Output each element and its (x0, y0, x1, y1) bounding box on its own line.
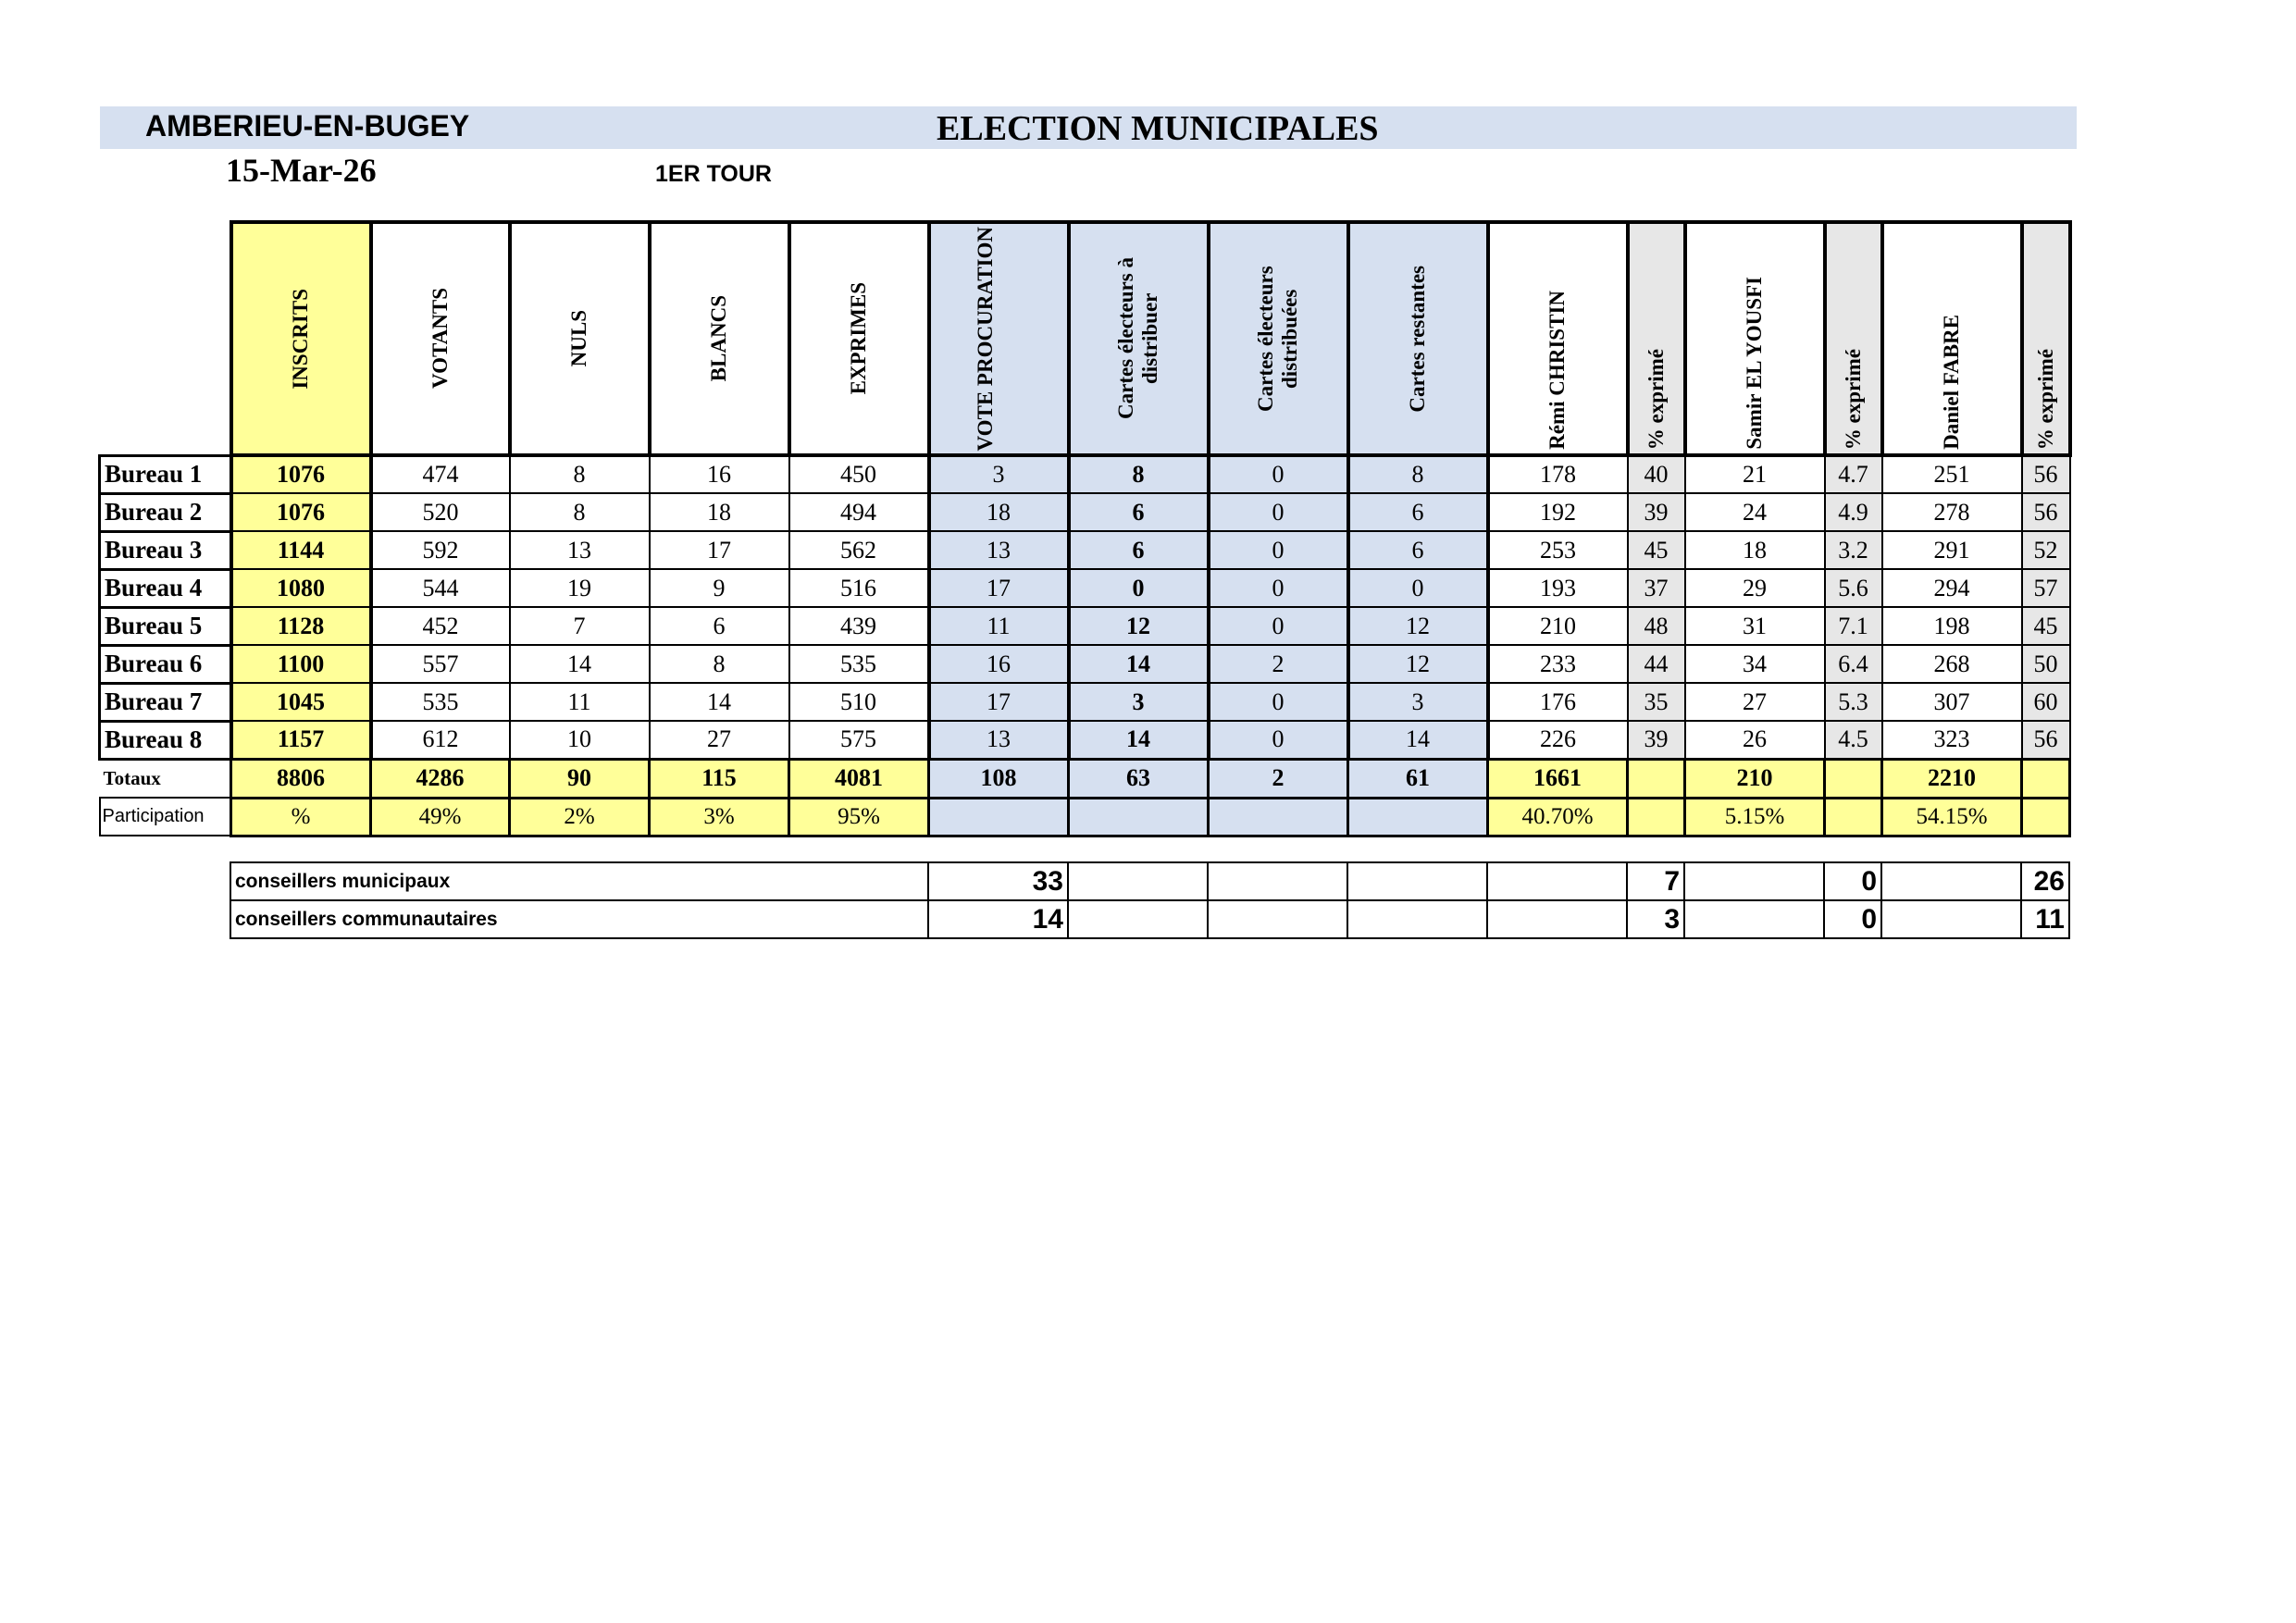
participation-inscrits: % (231, 798, 371, 836)
seats-total: 14 (928, 900, 1068, 938)
cell-votants: 612 (371, 721, 510, 759)
table-row (100, 721, 2070, 759)
cell-cartes-a-distribuer: 8 (1069, 455, 1209, 493)
cell-pct-el-yousfi: 3.2 (1825, 531, 1882, 569)
bureau-label: Bureau 5 (100, 607, 231, 645)
cell-cartes-a-distribuer: 14 (1069, 721, 1209, 759)
participation-nuls: 2% (510, 798, 650, 836)
cell-cartes-distribuees: 2 (1209, 645, 1348, 683)
col-cartes-distribuees: Cartes électeurs distribuées (1209, 222, 1348, 455)
cell-inscrits: 1076 (231, 455, 371, 493)
cell-votants: 544 (371, 569, 510, 607)
seats-el-yousfi: 0 (1824, 862, 1881, 900)
cell-cartes-restantes: 12 (1348, 645, 1488, 683)
cell-fabre: 323 (1882, 721, 2022, 759)
cell-cartes-distribuees: 0 (1209, 721, 1348, 759)
participation-fabre: 54.15% (1882, 798, 2022, 836)
cell-exprimes: 575 (789, 721, 929, 759)
cell-fabre: 198 (1882, 607, 2022, 645)
cell-pct-el-yousfi: 5.3 (1825, 683, 1882, 721)
cell-fabre: 278 (1882, 493, 2022, 531)
cell-inscrits: 1144 (231, 531, 371, 569)
total-votants: 4286 (371, 759, 510, 798)
total-pct-christin (1628, 759, 1685, 798)
cell-el-yousfi: 29 (1685, 569, 1825, 607)
cell-fabre: 268 (1882, 645, 2022, 683)
col-remi-christin: Rémi CHRISTIN (1488, 222, 1628, 455)
cell-cartes-distribuees: 0 (1209, 683, 1348, 721)
cell-votants: 474 (371, 455, 510, 493)
participation-vote-procuration (929, 798, 1069, 836)
cell-exprimes: 562 (789, 531, 929, 569)
cell-pct-el-yousfi: 4.9 (1825, 493, 1882, 531)
cell-pct-fabre: 52 (2022, 531, 2070, 569)
cell-pct-el-yousfi: 4.5 (1825, 721, 1882, 759)
col-samir-el-yousfi: Samir EL YOUSFI (1685, 222, 1825, 455)
total-blancs: 115 (650, 759, 789, 798)
participation-votants: 49% (371, 798, 510, 836)
participation-exprimes: 95% (789, 798, 929, 836)
cell-cartes-restantes: 14 (1348, 721, 1488, 759)
results-table (98, 220, 2072, 837)
cell-fabre: 251 (1882, 455, 2022, 493)
bureau-label: Bureau 3 (100, 531, 231, 569)
total-fabre: 2210 (1882, 759, 2022, 798)
bureau-label: Bureau 2 (100, 493, 231, 531)
cell-el-yousfi: 24 (1685, 493, 1825, 531)
cell-el-yousfi: 34 (1685, 645, 1825, 683)
cell-votants: 535 (371, 683, 510, 721)
cell-votants: 452 (371, 607, 510, 645)
cell-pct-christin: 35 (1628, 683, 1685, 721)
cell-votants: 592 (371, 531, 510, 569)
cell-inscrits: 1157 (231, 721, 371, 759)
totals-label: Totaux (103, 766, 161, 789)
total-inscrits: 8806 (231, 759, 371, 798)
cell-cartes-a-distribuer: 0 (1069, 569, 1209, 607)
cell-cartes-restantes: 6 (1348, 493, 1488, 531)
cell-el-yousfi: 18 (1685, 531, 1825, 569)
cell-nuls: 14 (510, 645, 650, 683)
cell-inscrits: 1045 (231, 683, 371, 721)
cell-blancs: 18 (650, 493, 789, 531)
cell-inscrits: 1128 (231, 607, 371, 645)
total-exprimes: 4081 (789, 759, 929, 798)
cell-pct-christin: 45 (1628, 531, 1685, 569)
cell-inscrits: 1076 (231, 493, 371, 531)
total-vote-procuration: 108 (929, 759, 1069, 798)
cell-christin: 178 (1488, 455, 1628, 493)
cell-votants: 520 (371, 493, 510, 531)
col-cartes-a-distribuer: Cartes électeurs à distribuer (1069, 222, 1209, 455)
cell-cartes-a-distribuer: 12 (1069, 607, 1209, 645)
table-row (100, 531, 2070, 569)
cell-fabre: 294 (1882, 569, 2022, 607)
cell-christin: 226 (1488, 721, 1628, 759)
cell-pct-el-yousfi: 7.1 (1825, 607, 1882, 645)
cell-pct-christin: 48 (1628, 607, 1685, 645)
cell-vote-procuration: 16 (929, 645, 1069, 683)
cell-blancs: 16 (650, 455, 789, 493)
participation-row (100, 798, 2070, 836)
seats-label: conseillers communautaires (230, 900, 928, 938)
cell-pct-christin: 39 (1628, 493, 1685, 531)
cell-votants: 557 (371, 645, 510, 683)
bureau-label: Bureau 6 (100, 645, 231, 683)
bureau-label: Bureau 1 (100, 455, 231, 493)
city-name: AMBERIEU-EN-BUGEY (145, 109, 470, 142)
cell-christin: 176 (1488, 683, 1628, 721)
cell-blancs: 27 (650, 721, 789, 759)
cell-exprimes: 510 (789, 683, 929, 721)
seats-row-municipaux (230, 862, 2069, 900)
cell-christin: 210 (1488, 607, 1628, 645)
cell-pct-fabre: 56 (2022, 455, 2070, 493)
cell-blancs: 14 (650, 683, 789, 721)
cell-el-yousfi: 21 (1685, 455, 1825, 493)
cell-pct-el-yousfi: 5.6 (1825, 569, 1882, 607)
total-pct-el-yousfi (1825, 759, 1882, 798)
seats-total: 33 (928, 862, 1068, 900)
total-el-yousfi: 210 (1685, 759, 1825, 798)
header-row (100, 222, 2070, 455)
election-round: 1ER TOUR (655, 161, 772, 187)
cell-cartes-distribuees: 0 (1209, 531, 1348, 569)
cell-pct-el-yousfi: 6.4 (1825, 645, 1882, 683)
cell-pct-fabre: 56 (2022, 493, 2070, 531)
cell-pct-fabre: 50 (2022, 645, 2070, 683)
cell-el-yousfi: 26 (1685, 721, 1825, 759)
cell-inscrits: 1080 (231, 569, 371, 607)
cell-nuls: 8 (510, 493, 650, 531)
cell-nuls: 10 (510, 721, 650, 759)
col-votants: VOTANTS (371, 222, 510, 455)
participation-pct-el-yousfi (1825, 798, 1882, 836)
cell-pct-christin: 39 (1628, 721, 1685, 759)
cell-exprimes: 439 (789, 607, 929, 645)
seats-label: conseillers municipaux (230, 862, 928, 900)
seats-christin: 3 (1627, 900, 1684, 938)
cell-vote-procuration: 17 (929, 683, 1069, 721)
cell-blancs: 9 (650, 569, 789, 607)
cell-cartes-a-distribuer: 6 (1069, 493, 1209, 531)
cell-cartes-restantes: 3 (1348, 683, 1488, 721)
bureau-label: Bureau 8 (100, 721, 231, 759)
cell-fabre: 307 (1882, 683, 2022, 721)
participation-cartes-distribuees (1209, 798, 1348, 836)
participation-christin: 40.70% (1488, 798, 1628, 836)
participation-cartes-a-distribuer (1069, 798, 1209, 836)
cell-el-yousfi: 27 (1685, 683, 1825, 721)
cell-pct-christin: 37 (1628, 569, 1685, 607)
cell-pct-el-yousfi: 4.7 (1825, 455, 1882, 493)
total-cartes-distribuees: 2 (1209, 759, 1348, 798)
cell-cartes-a-distribuer: 3 (1069, 683, 1209, 721)
seats-fabre: 11 (2021, 900, 2069, 938)
total-pct-fabre (2022, 759, 2070, 798)
cell-blancs: 17 (650, 531, 789, 569)
cell-nuls: 11 (510, 683, 650, 721)
cell-nuls: 19 (510, 569, 650, 607)
participation-pct-fabre (2022, 798, 2070, 836)
participation-el-yousfi: 5.15% (1685, 798, 1825, 836)
col-pct-el-yousfi: % exprimé (1825, 222, 1882, 455)
bureau-label: Bureau 4 (100, 569, 231, 607)
table-row (100, 607, 2070, 645)
cell-fabre: 291 (1882, 531, 2022, 569)
cell-pct-christin: 40 (1628, 455, 1685, 493)
bureau-label: Bureau 7 (100, 683, 231, 721)
cell-nuls: 13 (510, 531, 650, 569)
cell-blancs: 6 (650, 607, 789, 645)
totals-row (100, 759, 2070, 798)
cell-inscrits: 1100 (231, 645, 371, 683)
participation-cartes-restantes (1348, 798, 1488, 836)
cell-cartes-a-distribuer: 14 (1069, 645, 1209, 683)
cell-vote-procuration: 11 (929, 607, 1069, 645)
cell-pct-christin: 44 (1628, 645, 1685, 683)
table-row (100, 455, 2070, 493)
cell-christin: 192 (1488, 493, 1628, 531)
col-cartes-restantes: Cartes restantes (1348, 222, 1488, 455)
col-daniel-fabre: Daniel FABRE (1882, 222, 2022, 455)
col-vote-procuration: VOTE PROCURATION (929, 222, 1069, 455)
total-nuls: 90 (510, 759, 650, 798)
seats-el-yousfi: 0 (1824, 900, 1881, 938)
cell-vote-procuration: 13 (929, 721, 1069, 759)
cell-pct-fabre: 60 (2022, 683, 2070, 721)
cell-vote-procuration: 3 (929, 455, 1069, 493)
cell-vote-procuration: 13 (929, 531, 1069, 569)
participation-pct-christin (1628, 798, 1685, 836)
participation-blancs: 3% (650, 798, 789, 836)
table-row (100, 683, 2070, 721)
cell-cartes-restantes: 6 (1348, 531, 1488, 569)
cell-cartes-distribuees: 0 (1209, 493, 1348, 531)
cell-cartes-distribuees: 0 (1209, 455, 1348, 493)
seats-row-communautaires (230, 900, 2069, 938)
total-christin: 1661 (1488, 759, 1628, 798)
cell-pct-fabre: 45 (2022, 607, 2070, 645)
cell-exprimes: 516 (789, 569, 929, 607)
page-title: ELECTION MUNICIPALES (937, 109, 1379, 148)
cell-el-yousfi: 31 (1685, 607, 1825, 645)
table-row (100, 569, 2070, 607)
cell-christin: 193 (1488, 569, 1628, 607)
cell-exprimes: 450 (789, 455, 929, 493)
seats-christin: 7 (1627, 862, 1684, 900)
seats-table (230, 861, 2070, 939)
cell-cartes-restantes: 8 (1348, 455, 1488, 493)
cell-exprimes: 494 (789, 493, 929, 531)
cell-vote-procuration: 18 (929, 493, 1069, 531)
cell-cartes-restantes: 0 (1348, 569, 1488, 607)
cell-pct-fabre: 57 (2022, 569, 2070, 607)
table-row (100, 493, 2070, 531)
col-exprimes: EXPRIMES (789, 222, 929, 455)
cell-exprimes: 535 (789, 645, 929, 683)
cell-vote-procuration: 17 (929, 569, 1069, 607)
col-pct-fabre: % exprimé (2022, 222, 2070, 455)
seats-fabre: 26 (2021, 862, 2069, 900)
col-nuls: NULS (510, 222, 650, 455)
total-cartes-restantes: 61 (1348, 759, 1488, 798)
col-blancs: BLANCS (650, 222, 789, 455)
table-row (100, 645, 2070, 683)
col-pct-christin: % exprimé (1628, 222, 1685, 455)
total-cartes-a-distribuer: 63 (1069, 759, 1209, 798)
cell-cartes-a-distribuer: 6 (1069, 531, 1209, 569)
cell-cartes-restantes: 12 (1348, 607, 1488, 645)
election-date: 15-Mar-26 (226, 152, 377, 189)
col-inscrits: INSCRITS (231, 222, 371, 455)
cell-cartes-distribuees: 0 (1209, 569, 1348, 607)
cell-christin: 233 (1488, 645, 1628, 683)
cell-nuls: 8 (510, 455, 650, 493)
participation-label: Participation (100, 798, 231, 836)
cell-blancs: 8 (650, 645, 789, 683)
cell-cartes-distribuees: 0 (1209, 607, 1348, 645)
cell-christin: 253 (1488, 531, 1628, 569)
cell-pct-fabre: 56 (2022, 721, 2070, 759)
cell-nuls: 7 (510, 607, 650, 645)
